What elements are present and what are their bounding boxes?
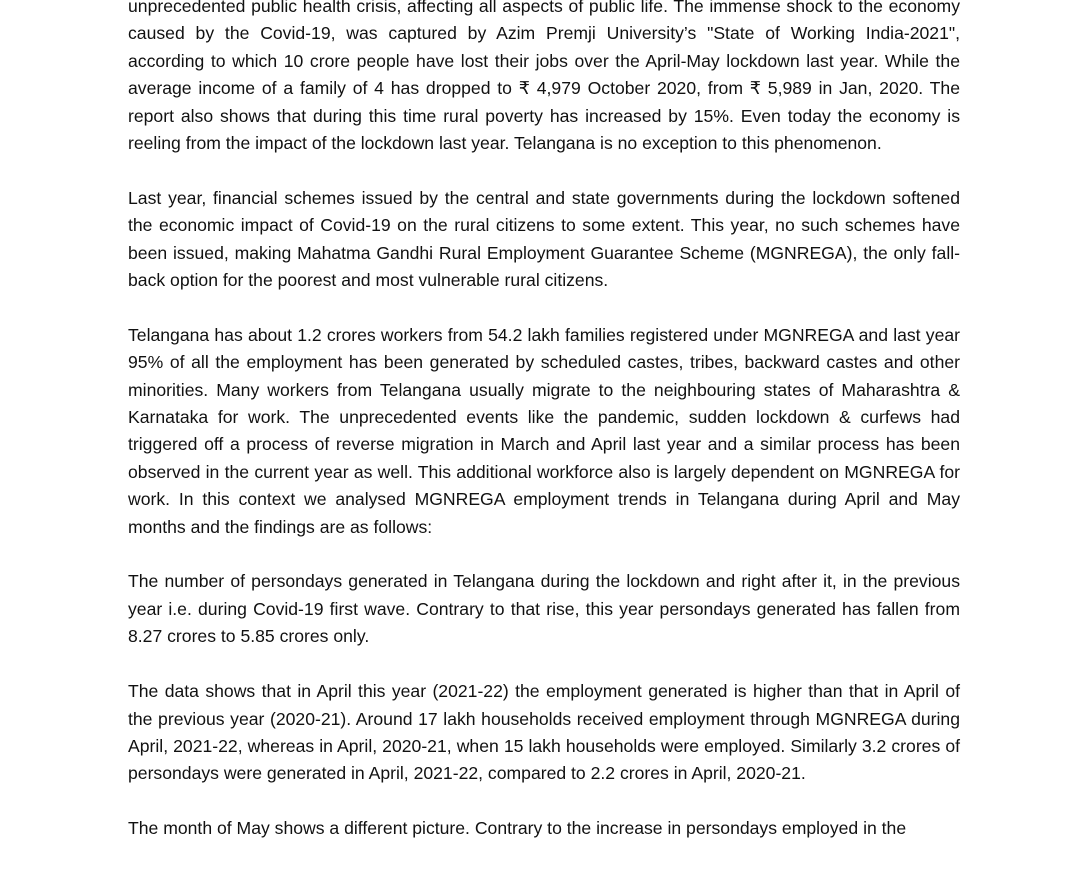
document-page xyxy=(128,0,960,870)
paragraph-persondays-trend: The number of persondays generated in Telangana during the lockdown and right after it, in the previous year i.e. during Covid-19 first wave. Contrary to that rise, this year persondays generated has fallen from 8.27 crores to 5.85 crores only. xyxy=(128,571,960,647)
paragraph-covid-economic-impact: unprecedented public health crisis, affecting all aspects of public life. The immense shock to the economy caused by the Covid-19, was captured by Azim Premji University’s "State of Working India-2021", according to which 10 crore people have lost their jobs over the April-May lockdown last year. While the average income of a family of 4 has dropped to ₹ 4,979 October 2020, from ₹ 5,989 in Jan, 2020. The report also shows that during this time rural poverty has increased by 15%. Even today the economy is reeling from the impact of the lockdown last year. Telangana is no exception to this phenomenon. xyxy=(128,0,960,154)
paragraph-april-comparison: The data shows that in April this year (2021-22) the employment generated is higher than that in April of the previous year (2020-21). Around 17 lakh households received employment through MGNREGA during April, 2021-22, whereas in April, 2020-21, when 15 lakh households were employed. Similarly 3.2 crores of persondays were generated in April, 2021-22, compared to 2.2 crores in April, 2020-21. xyxy=(128,681,960,784)
paragraph-telangana-mgnrega-workers: Telangana has about 1.2 crores workers from 54.2 lakh families registered under MGNREGA and last year 95% of all the employment has been generated by scheduled castes, tribes, backward castes and other minorities. Many workers from Telangana usually migrate to the neighbouring states of Maharashtra & Karnataka for work. The unprecedented events like the pandemic, sudden lockdown & curfews had triggered off a process of reverse migration in March and April last year and a similar process has been observed in the current year as well. This additional workforce also is largely dependent on MGNREGA for work. In this context we analysed MGNREGA employment trends in Telangana during April and May months and the findings are as follows: xyxy=(128,324,960,537)
paragraph-financial-schemes: Last year, financial schemes issued by the central and state governments during the lockdown softened the economic impact of Covid-19 on the rural citizens to some extent. This year, no such schemes have been issued, making Mahatma Gandhi Rural Employment Guarantee Scheme (MGNREGA), the only fall-back option for the poorest and most vulnerable rural citizens. xyxy=(128,187,960,291)
paragraph-may-comparison: The month of May shows a different picture. Contrary to the increase in persondays employed in the xyxy=(128,818,907,839)
